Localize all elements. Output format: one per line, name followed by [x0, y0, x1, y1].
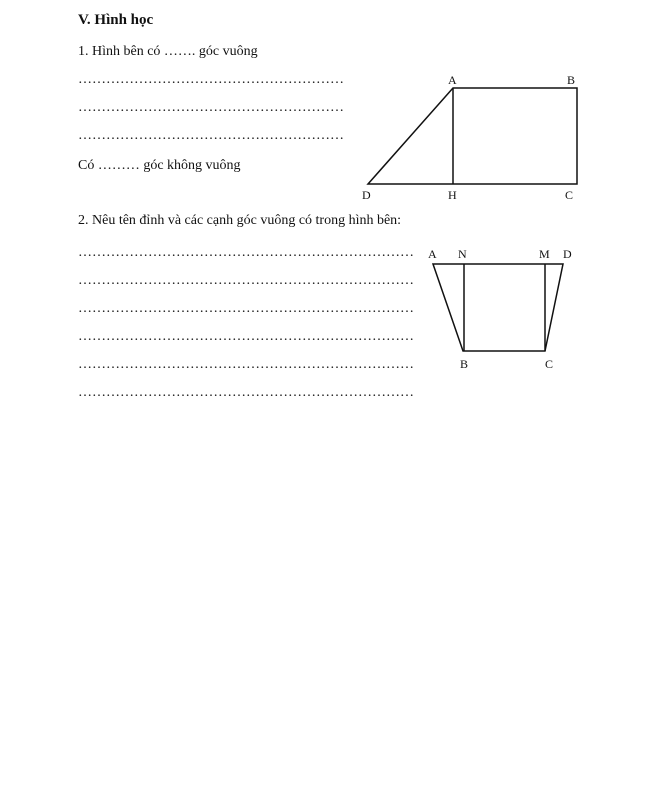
vertex-label-d: D [563, 247, 572, 261]
answer-line: ………………………………………………… [78, 128, 344, 143]
figure-2 [433, 264, 563, 351]
vertex-label-b: B [460, 357, 469, 371]
vertex-label-c: C [565, 188, 574, 202]
section-title: V. Hình học [78, 12, 154, 28]
answer-line: ……………………………………………………………… [78, 329, 414, 344]
figure-1-outline [368, 88, 577, 184]
answer-line: ………………………………………………… [78, 100, 344, 115]
answer-line: ……………………………………………………………… [78, 245, 414, 260]
answer-line: ………………………………………………… [78, 72, 344, 87]
vertex-label-a: A [448, 73, 457, 87]
answer-line: ……………………………………………………………… [78, 385, 414, 400]
question-1-prompt: 1. Hình bên có ……. góc vuông [78, 44, 258, 59]
vertex-label-a: A [428, 247, 437, 261]
question-1-non-right-angle: Có ……… góc không vuông [78, 158, 241, 173]
figure-2-outline [433, 264, 563, 351]
answer-line: ……………………………………………………………… [78, 301, 414, 316]
vertex-label-c: C [545, 357, 554, 371]
answer-line: ……………………………………………………………… [78, 273, 414, 288]
answer-line: ……………………………………………………………… [78, 357, 414, 372]
vertex-label-b: B [567, 73, 576, 87]
vertex-label-m: M [539, 247, 550, 261]
figure-1 [368, 88, 577, 184]
vertex-label-d: D [362, 188, 371, 202]
question-2-prompt: 2. Nêu tên đỉnh và các cạnh góc vuông có trong hình bên: [78, 213, 402, 228]
vertex-label-n: N [458, 247, 467, 261]
vertex-label-h: H [448, 188, 457, 202]
